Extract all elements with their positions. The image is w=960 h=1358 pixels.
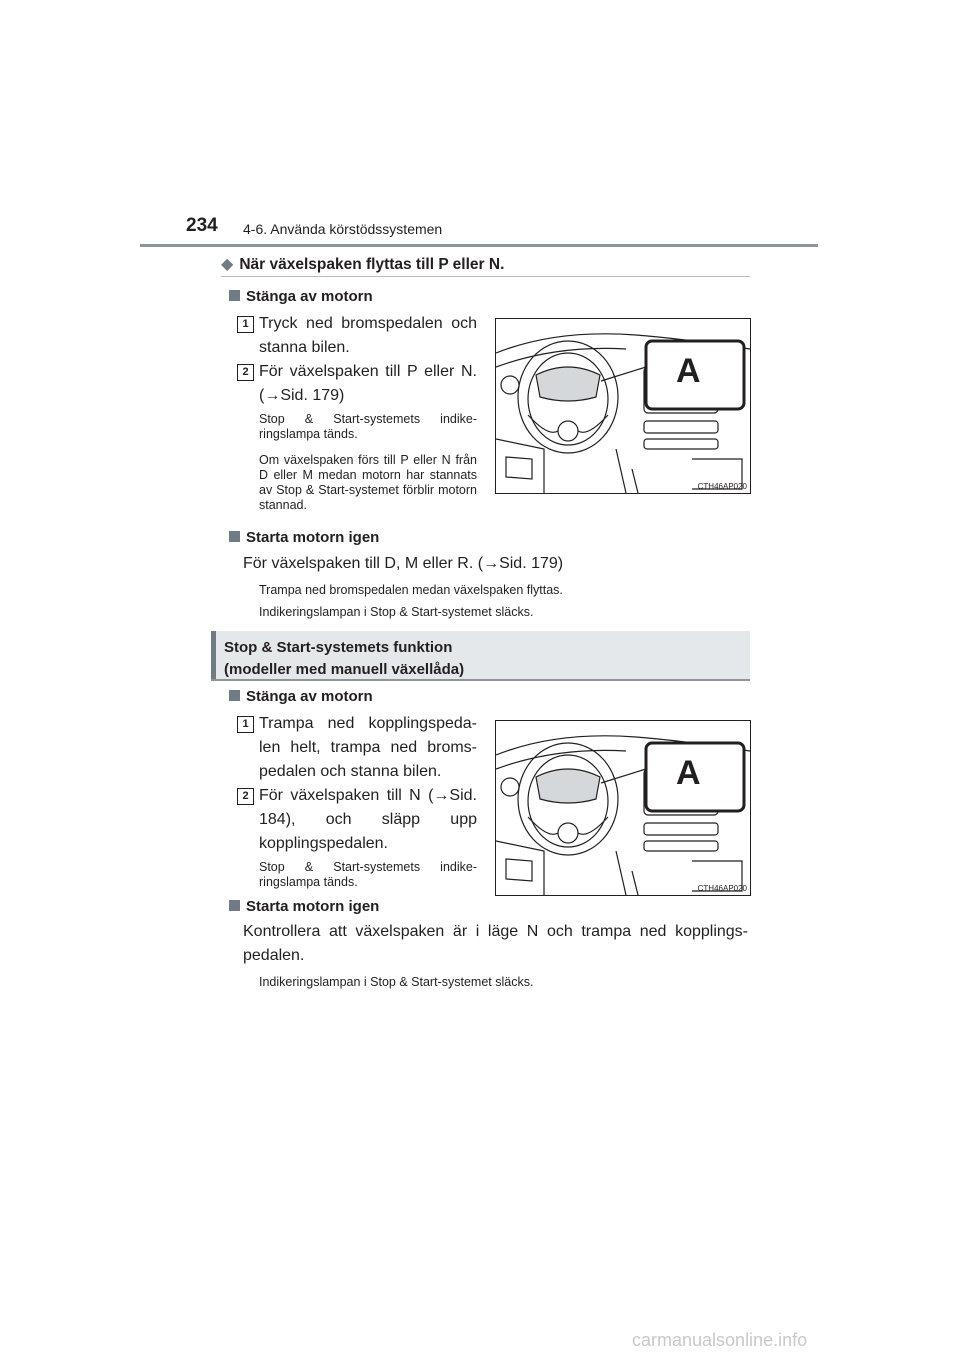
step-number-2: 2	[237, 364, 254, 381]
manual-heading-line-2: (modeller med manuell växellåda)	[224, 661, 465, 678]
square-bullet-icon	[229, 290, 240, 301]
manual-restart-heading	[229, 898, 379, 915]
heading-bottom-rule	[211, 679, 750, 681]
manual-transmission-heading	[224, 637, 464, 681]
restart-heading	[229, 529, 379, 546]
manual-step-number-1: 1	[237, 716, 254, 733]
subsection-title	[221, 254, 504, 274]
stop-engine-heading	[229, 288, 373, 305]
restart-note-lamp-off: Indikeringslampan i Stop & Start-systemet släcks.	[259, 605, 534, 619]
manual-step-1-text: Trampa ned kopplingspeda-len helt, trampa ned broms-pedalen och stanna bilen.	[259, 715, 477, 780]
heading-accent-bar	[211, 631, 216, 680]
section-title: 4-6. Använda körstödssystemen	[243, 221, 443, 237]
square-bullet-icon	[229, 531, 240, 542]
subsection-title-text: När växelspaken flyttas till P eller N.	[239, 256, 505, 273]
step-number-1: 1	[237, 316, 254, 333]
step-2-text: För växelspaken till P eller N. (→Sid. 179)	[259, 363, 477, 404]
manual-restart-note-lamp-off: Indikeringslampan i Stop & Start-systemet släcks.	[259, 975, 534, 989]
square-bullet-icon	[229, 690, 240, 701]
square-bullet-icon	[229, 900, 240, 911]
note-indicator-lamp: Stop & Start-systemets indike-ringslampa tänds.	[259, 412, 477, 441]
subsection-rule	[221, 276, 750, 277]
manual-stop-engine-heading-text: Stänga av motorn	[246, 688, 373, 705]
manual-restart-text: Kontrollera att växelspaken är i läge N och trampa ned kopplings-pedalen.	[243, 923, 748, 964]
manual-stop-engine-heading	[229, 688, 373, 705]
manual-note-indicator-lamp: Stop & Start-systemets indike-ringslampa tänds.	[259, 860, 477, 889]
manual-heading-line-1: Stop & Start-systemets funktion	[224, 639, 453, 656]
manual-figure-label-a: A	[676, 754, 701, 792]
watermark: carmanualsonline.info	[632, 1330, 808, 1350]
manual-figure-code: CTH46AP020	[697, 884, 747, 893]
dashboard-illustration	[495, 318, 751, 494]
manual-dashboard-drawing	[496, 721, 750, 895]
manual-step-2-text: För växelspaken till N (→Sid. 184), och släpp upp kopplingspedalen.	[259, 787, 477, 852]
dashboard-drawing	[496, 319, 750, 493]
diamond-icon: ◆	[221, 256, 234, 273]
manual-transmission-heading-box	[211, 631, 750, 680]
restart-heading-text: Starta motorn igen	[246, 529, 380, 546]
note-engine-remains-stopped: Om växelspaken förs till P eller N från D eller M medan motorn har stannats av Stop & Start-systemet förblir motorn stannad.	[259, 453, 477, 512]
restart-text: För växelspaken till D, M eller R. (→Sid. 179)	[243, 555, 564, 572]
figure-label-a: A	[676, 352, 701, 390]
page-number: 234	[186, 215, 218, 236]
restart-note-brake: Trampa ned bromspedalen medan växelspaken flyttas.	[259, 583, 563, 597]
figure-code: CTH46AP020	[697, 482, 747, 491]
manual-dashboard-illustration	[495, 720, 751, 896]
manual-step-number-2: 2	[237, 788, 254, 805]
step-1-text: Tryck ned bromspedalen och stanna bilen.	[259, 315, 477, 356]
manual-restart-heading-text: Starta motorn igen	[246, 898, 380, 915]
header-rule	[140, 244, 818, 247]
stop-engine-heading-text: Stänga av motorn	[246, 288, 373, 305]
